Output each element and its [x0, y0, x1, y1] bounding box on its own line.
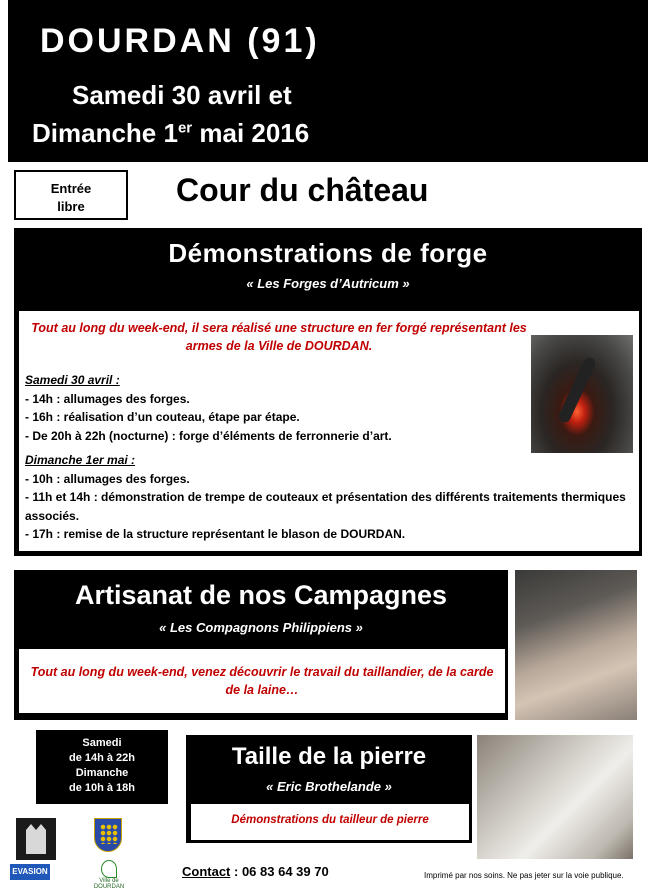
ville-dourdan-logo: Ville de DOURDAN: [86, 860, 132, 890]
forge-subtitle: « Les Forges d’Autricum »: [246, 276, 410, 291]
artisanat-photo: [515, 570, 637, 720]
forge-title: Démonstrations de forge: [168, 238, 488, 268]
artisanat-text: Tout au long du week-end, venez découvrir le travail du taillandier, de la carde de la laine…: [30, 665, 494, 697]
date-line-2: Dimanche 1er mai 2016: [32, 118, 310, 148]
list-item: - 17h : remise de la structure représentant le blason de DOURDAN.: [25, 527, 406, 541]
dimanche-heading: Dimanche 1er mai :: [25, 453, 136, 467]
header-banner: [8, 0, 648, 162]
artisanat-details-box: [18, 648, 506, 714]
list-item: - 14h : allumages des forges.: [25, 391, 190, 406]
samedi-heading: Samedi 30 avril :: [25, 373, 120, 387]
artisanat-title: Artisanat de nos Campagnes: [74, 580, 448, 610]
forge-schedule: [25, 371, 629, 544]
list-item: - 10h : allumages des forges.: [25, 471, 190, 486]
list-item: - 16h : réalisation d’un couteau, étape par étape.: [25, 410, 300, 424]
forge-section: [14, 228, 642, 556]
opening-hours-box: Samedi de 14h à 22h Dimanche de 10h à 18h: [36, 730, 168, 804]
taille-details-box: [190, 803, 470, 841]
list-item: - 11h et 14h : démonstration de trempe de couteaux et présentation des différents traitements thermiques associés.: [25, 490, 626, 523]
contact-line: Contact : 06 83 64 39 70: [182, 864, 329, 879]
evasion-logo: EVASION: [10, 864, 50, 880]
forge-details-box: [18, 310, 640, 552]
location-title: Cour du château: [176, 172, 429, 208]
list-item: - De 20h à 22h (nocturne) : forge d’éléments de ferronnerie d’art.: [25, 428, 392, 443]
stone-carving-photo: [477, 735, 633, 859]
date-line-1: Samedi 30 avril et: [72, 80, 292, 110]
entree-libre-box: Entrée libre: [14, 170, 128, 220]
taille-title: Taille de la pierre: [231, 743, 427, 770]
taille-subtitle: « Eric Brothelande »: [266, 779, 392, 794]
taille-text: Démonstrations du tailleur de pierre: [231, 814, 429, 826]
contact-phone: 06 83 64 39 70: [241, 864, 329, 879]
artisanat-section: [14, 570, 508, 720]
city-title: DOURDAN (91): [40, 22, 320, 60]
dourdan-shield-icon: [94, 818, 122, 852]
leaf-icon: [101, 860, 117, 878]
taille-section: [186, 735, 472, 843]
forge-intro: Tout au long du week-end, il sera réalisé une structure en fer forgé représentant les armes de la Ville de DOURDAN.: [31, 321, 527, 353]
forges-logo-icon: [16, 818, 56, 860]
artisanat-subtitle: « Les Compagnons Philippiens »: [159, 620, 363, 635]
footer-note: Imprimé par nos soins. Ne pas jeter sur la voie publique.: [424, 871, 624, 880]
